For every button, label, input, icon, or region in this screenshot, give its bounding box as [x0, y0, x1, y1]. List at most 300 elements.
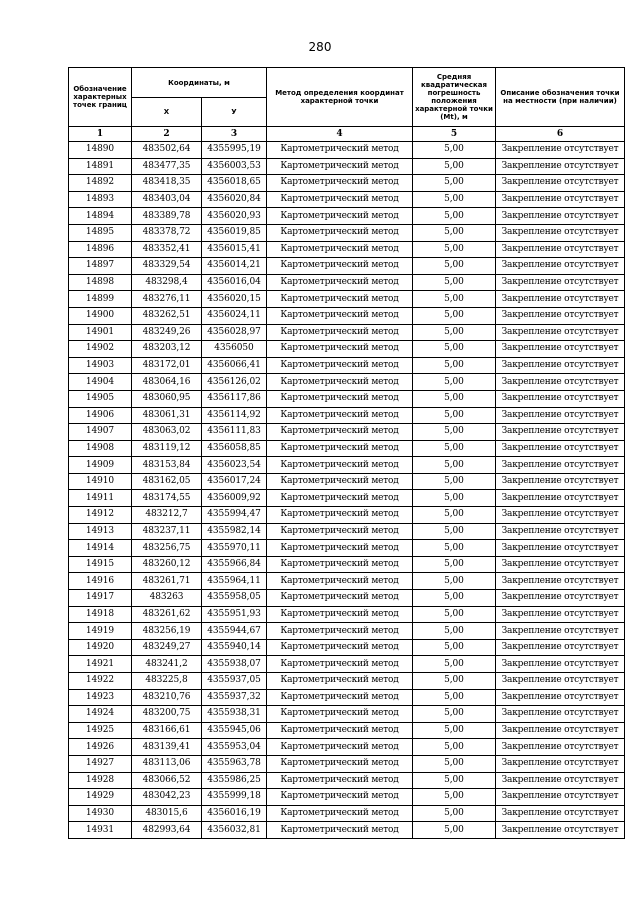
description-cell: Закрепление отсутствует — [496, 573, 625, 590]
x-coordinate-cell: 483262,51 — [132, 307, 202, 324]
table-row — [69, 490, 625, 507]
error-cell: 5,00 — [413, 523, 496, 540]
description-cell: Закрепление отсутствует — [496, 556, 625, 573]
y-coordinate-cell: 4356032,81 — [202, 822, 267, 839]
y-coordinate-cell: 4356018,65 — [202, 175, 267, 192]
column-number: 6 — [496, 127, 625, 142]
error-cell: 5,00 — [413, 374, 496, 391]
method-cell: Картометрический метод — [267, 374, 413, 391]
method-cell: Картометрический метод — [267, 523, 413, 540]
description-cell: Закрепление отсутствует — [496, 258, 625, 275]
error-cell: 5,00 — [413, 175, 496, 192]
error-cell: 5,00 — [413, 590, 496, 607]
method-cell: Картометрический метод — [267, 623, 413, 640]
table-row — [69, 656, 625, 673]
description-cell: Закрепление отсутствует — [496, 142, 625, 159]
table-row — [69, 523, 625, 540]
table-row — [69, 755, 625, 772]
method-cell: Картометрический метод — [267, 606, 413, 623]
description-cell: Закрепление отсутствует — [496, 523, 625, 540]
error-cell: 5,00 — [413, 390, 496, 407]
x-coordinate-cell: 483139,41 — [132, 739, 202, 756]
description-cell: Закрепление отсутствует — [496, 606, 625, 623]
method-cell: Картометрический метод — [267, 540, 413, 557]
table-row — [69, 158, 625, 175]
error-cell: 5,00 — [413, 307, 496, 324]
description-cell: Закрепление отсутствует — [496, 424, 625, 441]
method-cell: Картометрический метод — [267, 191, 413, 208]
error-cell: 5,00 — [413, 490, 496, 507]
method-cell: Картометрический метод — [267, 142, 413, 159]
table-row — [69, 374, 625, 391]
y-coordinate-cell: 4356016,19 — [202, 805, 267, 822]
point-cell: 14930 — [69, 805, 132, 822]
y-coordinate-cell: 4355937,05 — [202, 673, 267, 690]
point-cell: 14895 — [69, 224, 132, 241]
description-cell: Закрепление отсутствует — [496, 789, 625, 806]
x-coordinate-cell: 483166,61 — [132, 722, 202, 739]
point-cell: 14906 — [69, 407, 132, 424]
table-row — [69, 507, 625, 524]
error-cell: 5,00 — [413, 457, 496, 474]
table-row — [69, 772, 625, 789]
x-coordinate-cell: 483276,11 — [132, 291, 202, 308]
method-cell: Картометрический метод — [267, 556, 413, 573]
y-coordinate-cell: 4356014,21 — [202, 258, 267, 275]
x-coordinate-cell: 483162,05 — [132, 473, 202, 490]
column-number: 5 — [413, 127, 496, 142]
description-cell: Закрепление отсутствует — [496, 208, 625, 225]
table-row — [69, 291, 625, 308]
error-cell: 5,00 — [413, 158, 496, 175]
point-cell: 14910 — [69, 473, 132, 490]
table-row — [69, 639, 625, 656]
method-cell: Картометрический метод — [267, 241, 413, 258]
x-coordinate-cell: 483061,31 — [132, 407, 202, 424]
table-row — [69, 805, 625, 822]
method-cell: Картометрический метод — [267, 656, 413, 673]
table-row — [69, 673, 625, 690]
method-cell: Картометрический метод — [267, 274, 413, 291]
description-cell: Закрепление отсутствует — [496, 706, 625, 723]
table-row — [69, 191, 625, 208]
x-coordinate-cell: 483042,23 — [132, 789, 202, 806]
error-cell: 5,00 — [413, 258, 496, 275]
error-cell: 5,00 — [413, 142, 496, 159]
error-cell: 5,00 — [413, 805, 496, 822]
table-row — [69, 689, 625, 706]
y-coordinate-cell: 4356015,41 — [202, 241, 267, 258]
x-coordinate-cell: 483225,8 — [132, 673, 202, 690]
method-cell: Картометрический метод — [267, 739, 413, 756]
y-coordinate-cell: 4356020,84 — [202, 191, 267, 208]
x-coordinate-cell: 483329,54 — [132, 258, 202, 275]
description-cell: Закрепление отсутствует — [496, 540, 625, 557]
description-cell: Закрепление отсутствует — [496, 224, 625, 241]
error-cell: 5,00 — [413, 639, 496, 656]
description-cell: Закрепление отсутствует — [496, 755, 625, 772]
point-cell: 14924 — [69, 706, 132, 723]
x-coordinate-cell: 483237,11 — [132, 523, 202, 540]
method-cell: Картометрический метод — [267, 208, 413, 225]
error-cell: 5,00 — [413, 407, 496, 424]
description-cell: Закрепление отсутствует — [496, 656, 625, 673]
error-cell: 5,00 — [413, 673, 496, 690]
table-row — [69, 324, 625, 341]
x-coordinate-cell: 483249,26 — [132, 324, 202, 341]
y-coordinate-cell: 4356111,83 — [202, 424, 267, 441]
y-coordinate-cell: 4355999,18 — [202, 789, 267, 806]
point-cell: 14901 — [69, 324, 132, 341]
error-cell: 5,00 — [413, 822, 496, 839]
y-coordinate-cell: 4356024,11 — [202, 307, 267, 324]
table-row — [69, 258, 625, 275]
point-cell: 14892 — [69, 175, 132, 192]
point-cell: 14913 — [69, 523, 132, 540]
table-row — [69, 424, 625, 441]
table-row — [69, 274, 625, 291]
point-cell: 14916 — [69, 573, 132, 590]
description-cell: Закрепление отсутствует — [496, 291, 625, 308]
y-coordinate-cell: 4355958,05 — [202, 590, 267, 607]
method-cell: Картометрический метод — [267, 805, 413, 822]
table-row — [69, 142, 625, 159]
x-coordinate-cell: 483174,55 — [132, 490, 202, 507]
y-coordinate-cell: 4356020,93 — [202, 208, 267, 225]
error-cell: 5,00 — [413, 291, 496, 308]
x-coordinate-cell: 483249,27 — [132, 639, 202, 656]
table-row — [69, 606, 625, 623]
description-cell: Закрепление отсутствует — [496, 772, 625, 789]
error-cell: 5,00 — [413, 789, 496, 806]
error-cell: 5,00 — [413, 739, 496, 756]
x-coordinate-cell: 483060,95 — [132, 390, 202, 407]
description-cell: Закрепление отсутствует — [496, 158, 625, 175]
point-cell: 14894 — [69, 208, 132, 225]
method-cell: Картометрический метод — [267, 822, 413, 839]
point-cell: 14928 — [69, 772, 132, 789]
method-cell: Картометрический метод — [267, 390, 413, 407]
point-cell: 14920 — [69, 639, 132, 656]
method-cell: Картометрический метод — [267, 473, 413, 490]
error-cell: 5,00 — [413, 656, 496, 673]
y-coordinate-cell: 4355938,31 — [202, 706, 267, 723]
x-coordinate-cell: 483172,01 — [132, 357, 202, 374]
y-coordinate-cell: 4355945,06 — [202, 722, 267, 739]
table-row — [69, 623, 625, 640]
point-cell: 14929 — [69, 789, 132, 806]
description-cell: Закрепление отсутствует — [496, 689, 625, 706]
point-cell: 14902 — [69, 341, 132, 358]
description-cell: Закрепление отсутствует — [496, 191, 625, 208]
method-cell: Картометрический метод — [267, 789, 413, 806]
y-coordinate-cell: 4355986,25 — [202, 772, 267, 789]
x-coordinate-cell: 483261,62 — [132, 606, 202, 623]
x-coordinate-cell: 483119,12 — [132, 440, 202, 457]
point-cell: 14918 — [69, 606, 132, 623]
error-cell: 5,00 — [413, 606, 496, 623]
description-cell: Закрепление отсутствует — [496, 623, 625, 640]
table-row — [69, 706, 625, 723]
error-cell: 5,00 — [413, 507, 496, 524]
error-cell: 5,00 — [413, 424, 496, 441]
point-cell: 14908 — [69, 440, 132, 457]
method-cell: Картометрический метод — [267, 590, 413, 607]
header-y: У — [202, 98, 267, 127]
table-row — [69, 540, 625, 557]
table-row — [69, 556, 625, 573]
point-cell: 14896 — [69, 241, 132, 258]
x-coordinate-cell: 483015,6 — [132, 805, 202, 822]
description-cell: Закрепление отсутствует — [496, 722, 625, 739]
point-cell: 14926 — [69, 739, 132, 756]
error-cell: 5,00 — [413, 241, 496, 258]
method-cell: Картометрический метод — [267, 407, 413, 424]
y-coordinate-cell: 4356003,53 — [202, 158, 267, 175]
error-cell: 5,00 — [413, 324, 496, 341]
y-coordinate-cell: 4356066,41 — [202, 357, 267, 374]
method-cell: Картометрический метод — [267, 722, 413, 739]
header-point-label: Обозначение характерных точек границ — [69, 68, 132, 127]
error-cell: 5,00 — [413, 755, 496, 772]
point-cell: 14931 — [69, 822, 132, 839]
description-cell: Закрепление отсутствует — [496, 822, 625, 839]
x-coordinate-cell: 483261,71 — [132, 573, 202, 590]
method-cell: Картометрический метод — [267, 357, 413, 374]
y-coordinate-cell: 4356019,85 — [202, 224, 267, 241]
x-coordinate-cell: 483403,04 — [132, 191, 202, 208]
point-cell: 14907 — [69, 424, 132, 441]
method-cell: Картометрический метод — [267, 307, 413, 324]
column-number: 1 — [69, 127, 132, 142]
page-number: 280 — [308, 40, 332, 54]
table-row — [69, 473, 625, 490]
x-coordinate-cell: 483113,06 — [132, 755, 202, 772]
error-cell: 5,00 — [413, 357, 496, 374]
x-coordinate-cell: 483210,76 — [132, 689, 202, 706]
point-cell: 14903 — [69, 357, 132, 374]
table-header — [69, 68, 625, 142]
y-coordinate-cell: 4355995,19 — [202, 142, 267, 159]
error-cell: 5,00 — [413, 473, 496, 490]
y-coordinate-cell: 4355982,14 — [202, 523, 267, 540]
method-cell: Картометрический метод — [267, 755, 413, 772]
error-cell: 5,00 — [413, 440, 496, 457]
method-cell: Картометрический метод — [267, 440, 413, 457]
method-cell: Картометрический метод — [267, 639, 413, 656]
y-coordinate-cell: 4356016,04 — [202, 274, 267, 291]
table-row — [69, 822, 625, 839]
description-cell: Закрепление отсутствует — [496, 490, 625, 507]
description-cell: Закрепление отсутствует — [496, 175, 625, 192]
y-coordinate-cell: 4355940,14 — [202, 639, 267, 656]
error-cell: 5,00 — [413, 772, 496, 789]
point-cell: 14925 — [69, 722, 132, 739]
x-coordinate-cell: 483063,02 — [132, 424, 202, 441]
description-cell: Закрепление отсутствует — [496, 407, 625, 424]
x-coordinate-cell: 483200,75 — [132, 706, 202, 723]
x-coordinate-cell: 483389,78 — [132, 208, 202, 225]
point-cell: 14890 — [69, 142, 132, 159]
error-cell: 5,00 — [413, 274, 496, 291]
error-cell: 5,00 — [413, 556, 496, 573]
header-x: X — [132, 98, 202, 127]
error-cell: 5,00 — [413, 689, 496, 706]
description-cell: Закрепление отсутствует — [496, 457, 625, 474]
error-cell: 5,00 — [413, 208, 496, 225]
point-cell: 14919 — [69, 623, 132, 640]
error-cell: 5,00 — [413, 706, 496, 723]
point-cell: 14898 — [69, 274, 132, 291]
x-coordinate-cell: 483066,52 — [132, 772, 202, 789]
table-row — [69, 307, 625, 324]
table-row — [69, 208, 625, 225]
point-cell: 14915 — [69, 556, 132, 573]
x-coordinate-cell: 483153,84 — [132, 457, 202, 474]
description-cell: Закрепление отсутствует — [496, 357, 625, 374]
x-coordinate-cell: 483378,72 — [132, 224, 202, 241]
description-cell: Закрепление отсутствует — [496, 590, 625, 607]
y-coordinate-cell: 4356028,97 — [202, 324, 267, 341]
x-coordinate-cell: 483064,16 — [132, 374, 202, 391]
description-cell: Закрепление отсутствует — [496, 341, 625, 358]
y-coordinate-cell: 4356020,15 — [202, 291, 267, 308]
point-cell: 14922 — [69, 673, 132, 690]
description-cell: Закрепление отсутствует — [496, 805, 625, 822]
table-row — [69, 739, 625, 756]
description-cell: Закрепление отсутствует — [496, 274, 625, 291]
method-cell: Картометрический метод — [267, 224, 413, 241]
x-coordinate-cell: 483260,12 — [132, 556, 202, 573]
method-cell: Картометрический метод — [267, 291, 413, 308]
point-cell: 14909 — [69, 457, 132, 474]
error-cell: 5,00 — [413, 623, 496, 640]
point-cell: 14927 — [69, 755, 132, 772]
x-coordinate-cell: 483203,12 — [132, 341, 202, 358]
description-cell: Закрепление отсутствует — [496, 241, 625, 258]
y-coordinate-cell: 4356117,86 — [202, 390, 267, 407]
description-cell: Закрепление отсутствует — [496, 307, 625, 324]
x-coordinate-cell: 483263 — [132, 590, 202, 607]
method-cell: Картометрический метод — [267, 772, 413, 789]
table-row — [69, 789, 625, 806]
method-cell: Картометрический метод — [267, 507, 413, 524]
method-cell: Картометрический метод — [267, 324, 413, 341]
column-number: 2 — [132, 127, 202, 142]
description-cell: Закрепление отсутствует — [496, 473, 625, 490]
x-coordinate-cell: 483241,2 — [132, 656, 202, 673]
table-row — [69, 175, 625, 192]
header-description: Описание обозначения точки на местности (при наличии) — [496, 68, 625, 127]
method-cell: Картометрический метод — [267, 490, 413, 507]
description-cell: Закрепление отсутствует — [496, 639, 625, 656]
method-cell: Картометрический метод — [267, 258, 413, 275]
y-coordinate-cell: 4355963,78 — [202, 755, 267, 772]
y-coordinate-cell: 4355964,11 — [202, 573, 267, 590]
column-number-row — [69, 127, 625, 142]
y-coordinate-cell: 4355938,07 — [202, 656, 267, 673]
error-cell: 5,00 — [413, 722, 496, 739]
header-error: Средняя квадратическая погрешность положения характерной точки (Mt), м — [413, 68, 496, 127]
y-coordinate-cell: 4355953,04 — [202, 739, 267, 756]
table-row — [69, 457, 625, 474]
header-coordinates: Координаты, м — [132, 68, 267, 98]
y-coordinate-cell: 4356050 — [202, 341, 267, 358]
point-cell: 14921 — [69, 656, 132, 673]
description-cell: Закрепление отсутствует — [496, 673, 625, 690]
error-cell: 5,00 — [413, 573, 496, 590]
point-cell: 14899 — [69, 291, 132, 308]
method-cell: Картометрический метод — [267, 175, 413, 192]
method-cell: Картометрический метод — [267, 341, 413, 358]
x-coordinate-cell: 483256,75 — [132, 540, 202, 557]
x-coordinate-cell: 483212,7 — [132, 507, 202, 524]
description-cell: Закрепление отсутствует — [496, 324, 625, 341]
table-row — [69, 341, 625, 358]
y-coordinate-cell: 4355944,67 — [202, 623, 267, 640]
error-cell: 5,00 — [413, 224, 496, 241]
table-row — [69, 241, 625, 258]
x-coordinate-cell: 483502,64 — [132, 142, 202, 159]
description-cell: Закрепление отсутствует — [496, 739, 625, 756]
y-coordinate-cell: 4356017,24 — [202, 473, 267, 490]
coordinates-table — [68, 67, 625, 839]
x-coordinate-cell: 483352,41 — [132, 241, 202, 258]
error-cell: 5,00 — [413, 191, 496, 208]
method-cell: Картометрический метод — [267, 457, 413, 474]
y-coordinate-cell: 4355951,93 — [202, 606, 267, 623]
table-row — [69, 390, 625, 407]
method-cell: Картометрический метод — [267, 706, 413, 723]
error-cell: 5,00 — [413, 341, 496, 358]
point-cell: 14891 — [69, 158, 132, 175]
y-coordinate-cell: 4355937,32 — [202, 689, 267, 706]
method-cell: Картометрический метод — [267, 158, 413, 175]
y-coordinate-cell: 4355966,84 — [202, 556, 267, 573]
x-coordinate-cell: 482993,64 — [132, 822, 202, 839]
y-coordinate-cell: 4355970,11 — [202, 540, 267, 557]
x-coordinate-cell: 483298,4 — [132, 274, 202, 291]
y-coordinate-cell: 4356023,54 — [202, 457, 267, 474]
table-body — [69, 142, 625, 839]
point-cell: 14914 — [69, 540, 132, 557]
point-cell: 14897 — [69, 258, 132, 275]
method-cell: Картометрический метод — [267, 673, 413, 690]
x-coordinate-cell: 483477,35 — [132, 158, 202, 175]
method-cell: Картометрический метод — [267, 689, 413, 706]
point-cell: 14912 — [69, 507, 132, 524]
point-cell: 14923 — [69, 689, 132, 706]
y-coordinate-cell: 4356058,85 — [202, 440, 267, 457]
table-row — [69, 357, 625, 374]
table-row — [69, 440, 625, 457]
column-number: 4 — [267, 127, 413, 142]
point-cell: 14905 — [69, 390, 132, 407]
y-coordinate-cell: 4356009,92 — [202, 490, 267, 507]
point-cell: 14911 — [69, 490, 132, 507]
error-cell: 5,00 — [413, 540, 496, 557]
header-method: Метод определения координат характерной точки — [267, 68, 413, 127]
description-cell: Закрепление отсутствует — [496, 390, 625, 407]
table-row — [69, 722, 625, 739]
point-cell: 14893 — [69, 191, 132, 208]
description-cell: Закрепление отсутствует — [496, 507, 625, 524]
description-cell: Закрепление отсутствует — [496, 440, 625, 457]
x-coordinate-cell: 483418,35 — [132, 175, 202, 192]
table-row — [69, 407, 625, 424]
x-coordinate-cell: 483256,19 — [132, 623, 202, 640]
y-coordinate-cell: 4356126,02 — [202, 374, 267, 391]
